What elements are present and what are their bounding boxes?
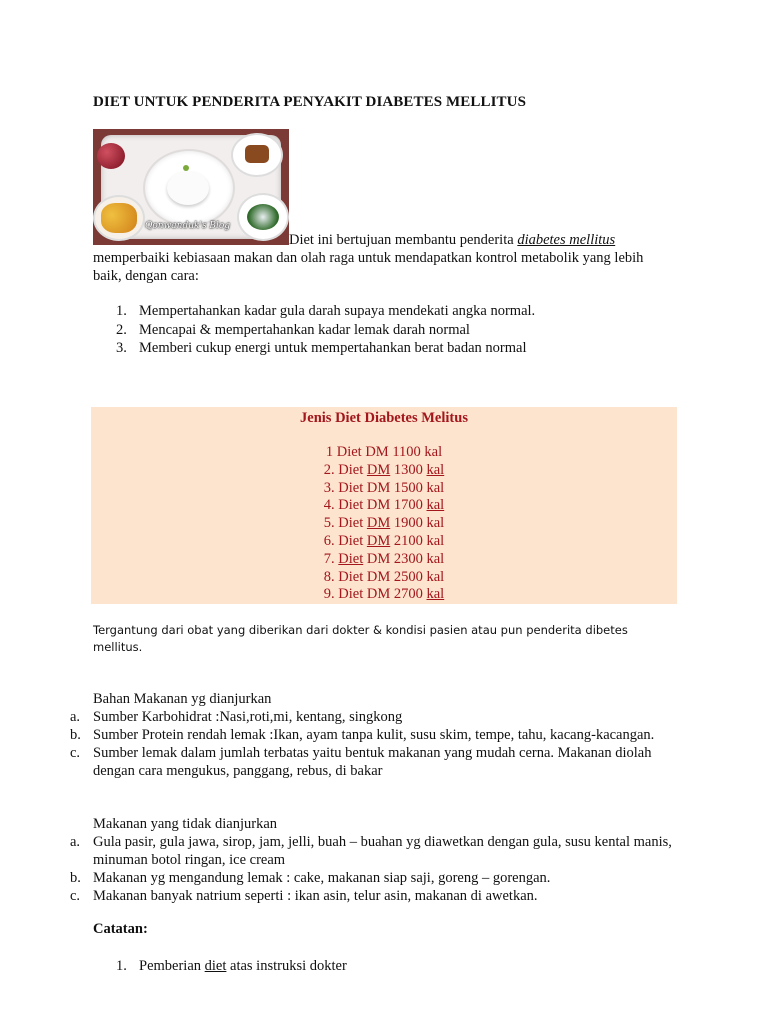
diet-item-text: 5. Diet — [323, 515, 367, 532]
list-item-text: Memberi cukup energi untuk mempertahankan berat badan normal — [139, 340, 527, 356]
list-letter: a. — [70, 834, 81, 850]
diet-types-list — [91, 444, 677, 604]
section-heading: Makanan yang tidak dianjurkan — [93, 816, 278, 832]
list-number: 1. — [116, 958, 127, 974]
diet-item-text: 1 Diet DM 1100 kal — [325, 444, 443, 460]
rice-mound — [167, 171, 209, 205]
list-item-text: Makanan yg mengandung lemak : cake, makanan siap saji, goreng – gorengan. — [93, 870, 551, 886]
list-item-text: Sumber lemak dalam jumlah terbatas yaitu bentuk makanan yang mudah cerna. Makanan diolah dengan cara mengukus, panggang, rebus, di bakar — [93, 745, 652, 779]
diet-item-underlined: DM — [366, 532, 391, 549]
list-item-text: Sumber Karbohidrat :Nasi,roti,mi, kentang, singkong — [93, 709, 403, 725]
diet-types-title: Jenis Diet Diabetes Melitus — [300, 410, 468, 426]
notes-heading: Catatan: — [93, 921, 148, 937]
list-item — [70, 708, 690, 726]
photo-watermark: Qonwanduk's Blog — [145, 221, 231, 231]
soup — [247, 204, 279, 230]
list-item — [70, 869, 690, 887]
diet-item-text: 2100 kal — [390, 532, 445, 549]
list-number: 2. — [116, 321, 127, 338]
diet-item — [91, 569, 677, 587]
list-item — [116, 339, 535, 358]
list-number: 3. — [116, 340, 127, 356]
list-item-text: Mempertahankan kadar gula darah supaya mendekati angka normal. — [139, 303, 536, 319]
list-letter: c. — [70, 888, 81, 904]
list-item — [116, 302, 535, 321]
list-item-text: Gula pasir, gula jawa, sirop, jam, jelli, buah – buahan yg diawetkan dengan gula, susu kental manis, minuman botol ringan, ice cream — [93, 834, 672, 868]
section-heading: Bahan Makanan yg dianjurkan — [93, 691, 272, 707]
list-item-text: Makanan banyak natrium seperti : ikan asin, telur asin, makanan di awetkan. — [93, 888, 538, 904]
list-item — [116, 321, 535, 340]
diet-item-underlined: kal — [426, 586, 445, 603]
diet-item-underlined: DM — [366, 515, 391, 532]
diet-item-text: 3. Diet DM 1500 kal — [323, 479, 445, 496]
list-item-text: Mencapai & mempertahankan kadar lemak darah normal — [139, 321, 470, 338]
intro-emphasis-link[interactable]: diabetes mellitus — [517, 232, 616, 248]
list-item — [70, 833, 690, 869]
list-item — [70, 887, 690, 905]
diet-item-text: 6. Diet — [323, 532, 367, 549]
diet-item-underlined: kal — [426, 461, 445, 478]
intro-paragraph — [93, 231, 663, 285]
diet-item — [91, 444, 677, 462]
side-dish-food — [245, 145, 269, 163]
list-item-text: atas instruksi dokter — [226, 958, 347, 974]
diet-item-text: 1300 — [390, 461, 427, 478]
diet-item — [91, 480, 677, 498]
list-item-text: Pemberian — [139, 958, 205, 974]
list-letter: a. — [70, 709, 81, 725]
diet-item — [91, 586, 677, 604]
diet-item-underlined: Diet — [338, 550, 364, 567]
diet-item-text: 7. — [323, 550, 339, 567]
diet-item — [91, 551, 677, 569]
diet-item-underlined: DM — [366, 461, 391, 478]
diet-item — [91, 533, 677, 551]
list-item — [70, 744, 690, 780]
diet-item-text: 9. Diet DM 2700 — [323, 586, 427, 603]
meal-photo — [93, 129, 289, 245]
diet-types-box — [91, 407, 677, 604]
garnish — [183, 165, 189, 171]
diet-item — [91, 462, 677, 480]
side-dish-food — [101, 203, 137, 233]
list-letter: b. — [70, 870, 81, 886]
recommended-foods-section — [70, 690, 690, 780]
list-letter: b. — [70, 727, 81, 743]
intro-first-line — [93, 231, 663, 249]
diet-item-text: 1900 kal — [390, 515, 445, 532]
goals-list — [116, 302, 535, 358]
diet-item-text: 8. Diet DM 2500 kal — [323, 568, 445, 585]
page-title: DIET UNTUK PENDERITA PENYAKIT DIABETES MELLITUS — [93, 94, 527, 110]
list-item-text: Sumber Protein rendah lemak :Ikan, ayam tanpa kulit, susu skim, tempe, tahu, kacang-kacangan. — [93, 727, 655, 743]
list-number: 1. — [116, 303, 127, 319]
intro-text-part2: memperbaiki kebiasaan makan dan olah raga untuk mendapatkan kontrol metabolik yang lebih baik, dengan cara: — [93, 250, 644, 284]
diet-item-text: 4. Diet DM 1700 — [323, 497, 427, 514]
not-recommended-foods-section — [70, 815, 690, 905]
diet-item-text: 2. Diet — [323, 461, 367, 478]
diet-item — [91, 515, 677, 533]
diet-item — [91, 497, 677, 515]
side-dish-top-right — [233, 135, 281, 175]
list-item — [70, 726, 690, 744]
diet-item-underlined: kal — [426, 497, 445, 514]
notes-list-item — [116, 958, 347, 975]
list-item-underlined: diet — [204, 958, 227, 974]
doctor-note: Tergantung dari obat yang diberikan dari dokter & kondisi pasien atau pun penderita dibetes mellitus. — [93, 623, 628, 654]
list-letter: c. — [70, 745, 81, 761]
diet-item-text: DM 2300 kal — [363, 550, 445, 567]
intro-text-part1: Diet ini bertujuan membantu penderita — [289, 232, 518, 248]
apple — [97, 143, 125, 169]
